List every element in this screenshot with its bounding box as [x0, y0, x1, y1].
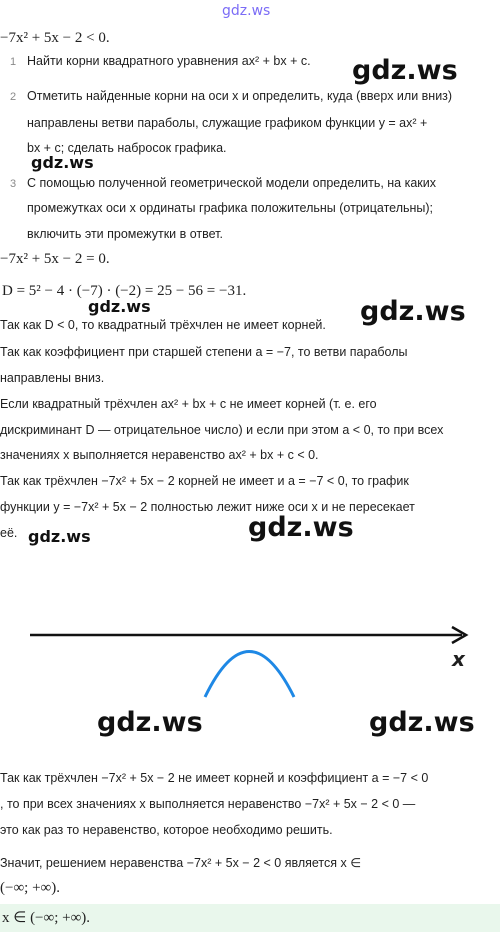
discriminant: D = 5² − 4 · (−7) · (−2) = 25 − 56 = −31. [2, 283, 247, 299]
equation: −7x² + 5x − 2 = 0. [0, 251, 110, 267]
step-text: включить эти промежутки в ответ. [27, 227, 223, 241]
step-text: С помощью полученной геометрической модели определить, на каких [27, 176, 437, 190]
step-text: bx + c; сделать набросок графика. [27, 141, 227, 155]
axis-label-x: x [452, 647, 465, 671]
conclusion-line: это как раз то неравенство, которое необходимо решить. [0, 823, 333, 837]
step-text: Найти корни квадратного уравнения ax² + bx + c. [27, 54, 311, 68]
conclusion-line: Значит, решением неравенства −7x² + 5x − 2 < 0 является x ∈ [0, 856, 362, 870]
watermark: gdz.ws [248, 512, 354, 543]
explanation-line: её. [0, 526, 18, 540]
conclusion-line: (−∞; +∞). [0, 880, 60, 896]
explanation-line: значениях x выполняется неравенство ax² + bx + c < 0. [0, 448, 319, 462]
watermark: gdz.ws [88, 297, 151, 316]
conclusion-line: , то при всех значениях x выполняется неравенство −7x² + 5x − 2 < 0 — [0, 797, 416, 811]
step-number: 3 [10, 178, 17, 190]
explanation-line: направлены вниз. [0, 371, 105, 385]
conclusion-line: Так как трёхчлен −7x² + 5x − 2 не имеет корней и коэффициент a = −7 < 0 [0, 771, 429, 785]
step-number: 1 [10, 56, 17, 68]
explanation-line: Так как трёхчлен −7x² + 5x − 2 корней не имеет и a = −7 < 0, то график [0, 474, 409, 488]
explanation-line: Так как D < 0, то квадратный трёхчлен не имеет корней. [0, 318, 326, 332]
watermark: gdz.ws [97, 707, 203, 738]
step-text: промежутках оси x ординаты графика положительны (отрицательны); [27, 201, 434, 215]
explanation-line: дискриминант D — отрицательное число) и если при этом a < 0, то при всех [0, 423, 444, 437]
watermark: gdz.ws [28, 527, 91, 546]
parabola-curve [205, 652, 294, 698]
watermark: gdz.ws [31, 153, 94, 172]
step-text: Отметить найденные корни на оси x и определить, куда (вверх или вниз) [27, 89, 453, 103]
watermark-top: gdz.ws [222, 3, 271, 19]
answer: x ∈ (−∞; +∞). [2, 910, 91, 926]
watermark: gdz.ws [360, 296, 466, 327]
watermark: gdz.ws [369, 707, 475, 738]
watermark: gdz.ws [352, 55, 458, 86]
step-text: направлены ветви параболы, служащие графиком функции y = ax² + [27, 116, 428, 130]
step-number: 2 [10, 91, 17, 103]
explanation-line: функции y = −7x² + 5x − 2 полностью лежит ниже оси x и не пересекает [0, 500, 415, 514]
parabola-sketch [0, 610, 500, 710]
inequality: −7x² + 5x − 2 < 0. [0, 30, 110, 46]
explanation-line: Так как коэффициент при старшей степени a = −7, то ветви параболы [0, 345, 408, 359]
explanation-line: Если квадратный трёхчлен ax² + bx + c не имеет корней (т. е. его [0, 397, 377, 411]
